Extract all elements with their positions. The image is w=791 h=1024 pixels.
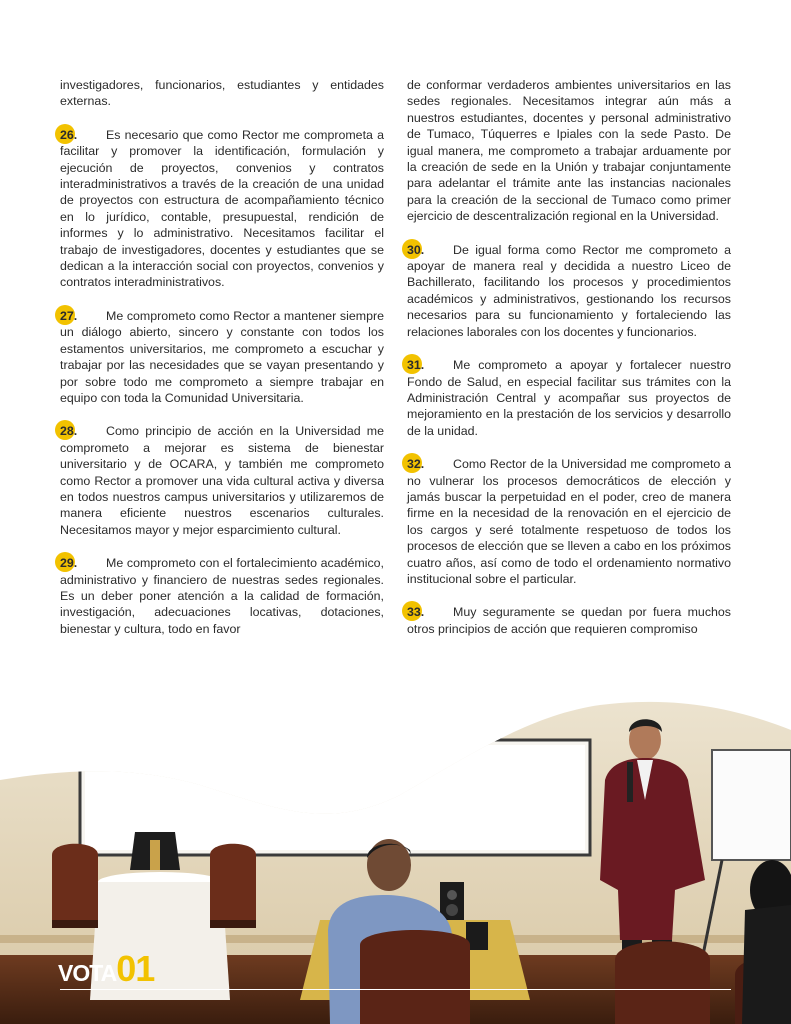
item-30-paragraph	[407, 242, 731, 340]
right-continuation-paragraph: de conformar verdaderos ambientes universitarios en las sedes regionales. Necesitamos integrar aún más a nuestros estudiantes, docentes y personal administrativo de Tumaco, Túquerres e Ipiales con la sede Pasto. De igual manera, me comprometo a trabajar arduamente por la creación de sede en la Unión y trabajar conjuntamente para adelantar el trámite ante las instancias nacionales para la creación de la seccional de Tumaco como primer ejercicio de descentralización regional en la Universidad.	[407, 78, 731, 224]
item-number-badge	[60, 308, 106, 324]
footer-divider	[60, 989, 731, 990]
item-27-paragraph	[60, 308, 384, 406]
brand-word: VOTA	[58, 960, 117, 986]
item-28-paragraph	[60, 423, 384, 538]
item-number: 33.	[407, 605, 425, 620]
item-text: Me comprometo con el fortalecimiento académico, administrativo y financiero de nuestras sedes regionales. Es un deber poner atención a la calidad de formación, investigación, adecuaciones locativas, dotaciones, bienestar y cultura, todo en favor	[60, 556, 384, 636]
item-number: 29.	[60, 556, 78, 571]
right-column	[407, 77, 731, 654]
item-number: 30.	[407, 242, 425, 257]
item-text: Como principio de acción en la Universidad me comprometo a mejorar es sistema de bienestar universitario y de OCARA, y también me comprometo como Rector a promover una vida cultural activa y diversa en todos nuestros campus universitarios y utilizaremos de manera eficiente nuestros escenarios culturales. Necesitamos mayor y mejor esparcimiento cultural.	[60, 424, 384, 537]
item-number-badge	[60, 127, 106, 143]
item-number: 27.	[60, 308, 78, 323]
item-text: Es necesario que como Rector me comprometa a facilitar y promover la identificación, formulación y ejecución de proyectos, convenios y contratos interadministrativos a través de la creación de una unidad de proyectos con estructura de acompañamiento técnico en lo jurídico, contable, presupuestal, rendición de informes y lo administrativo. Necesitamos facilitar el trabajo de investigadores, docentes y estudiantes que se dedican a la interacción social con proyectos, convenios y contratos interadministrativos.	[60, 127, 384, 290]
item-text: Me comprometo a apoyar y fortalecer nuestro Fondo de Salud, en especial facilitar sus trámites con la Administración Central y acompañar sus proyectos de mejoramiento en la prestación de los servicios y desarrollo de la unidad.	[407, 358, 731, 438]
item-32-paragraph	[407, 456, 731, 587]
item-number-badge	[60, 555, 106, 571]
item-33-paragraph	[407, 604, 731, 637]
item-number-badge	[407, 456, 453, 472]
item-text: Me comprometo como Rector a mantener siempre un diálogo abierto, sincero y constante con todos los estamentos universitarios, me comprometo a escuchar y trabajar por las necesidades que se vayan presentando y por sobre todo me comprometo a siempre trabajar en equipo con toda la Comunidad Universitaria.	[60, 308, 384, 405]
item-text: Muy seguramente se quedan por fuera muchos otros principios de acción que requieren compromiso	[407, 605, 731, 636]
brand-logo	[58, 948, 154, 990]
item-number-badge	[60, 423, 106, 439]
brand-number: 01	[116, 948, 155, 989]
item-number-badge	[407, 357, 453, 373]
item-number-badge	[407, 242, 453, 258]
left-column	[60, 77, 384, 654]
item-31-paragraph	[407, 357, 731, 439]
item-text: De igual forma como Rector me comprometo a apoyar de manera real y decidida a nuestro Liceo de Bachillerato, facilitando los procesos y procedimientos académicos y administrativos, gestionando los recursos necesarios para su funcionamiento y fortaleciendo las relaciones laborales con los docentes y funcionarios.	[407, 242, 731, 339]
item-number-badge	[407, 604, 453, 620]
item-number: 31.	[407, 358, 425, 373]
item-number: 32.	[407, 457, 425, 472]
item-29-paragraph	[60, 555, 384, 637]
item-number: 26.	[60, 127, 78, 142]
item-26-paragraph	[60, 127, 384, 291]
left-continuation-paragraph: investigadores, funcionarios, estudiantes y entidades externas.	[60, 78, 384, 109]
item-text: Como Rector de la Universidad me comprometo a no vulnerar los procesos democráticos de elección y jamás buscar la perpetuidad en el poder, creo de manera firme en la necesidad de la renovación en el ejercicio de los cargos y seré totalmente respetuoso de todos los procesos de elección que se lleven a cabo en los próximos cuatro años, así como de todo el ordenamiento normativo institucional sobre el particular.	[407, 457, 731, 586]
item-number: 28.	[60, 424, 78, 439]
